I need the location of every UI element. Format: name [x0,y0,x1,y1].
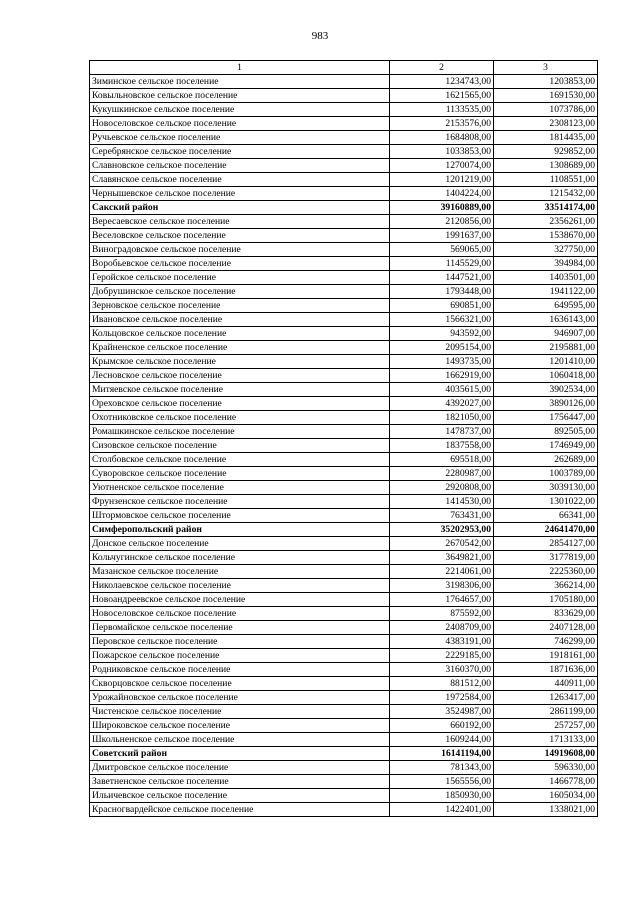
value-column-2-cell: 1837558,00 [390,439,494,453]
table-row [90,117,598,131]
value-column-2-cell: 2120856,00 [390,215,494,229]
table-row [90,453,598,467]
settlement-name-cell: Ореховское сельское поселение [90,397,390,411]
value-column-2-cell: 2095154,00 [390,341,494,355]
settlement-name-cell: Штормовское сельское поселение [90,509,390,523]
settlement-name-cell: Столбовское сельское поселение [90,453,390,467]
settlement-name-cell: Серебрянское сельское поселение [90,145,390,159]
value-column-3-cell: 1746949,00 [494,439,598,453]
value-column-2-cell: 1447521,00 [390,271,494,285]
settlement-name-cell: Ручьевское сельское поселение [90,131,390,145]
settlement-name-cell: Новоселовское сельское поселение [90,607,390,621]
value-column-3-cell: 833629,00 [494,607,598,621]
value-column-2-cell: 1201219,00 [390,173,494,187]
value-column-3-cell: 1705180,00 [494,593,598,607]
value-column-3-cell: 66341,00 [494,509,598,523]
column-header-2: 2 [390,61,494,75]
value-column-3-cell: 2308123,00 [494,117,598,131]
table-row [90,313,598,327]
value-column-2-cell: 2920808,00 [390,481,494,495]
value-column-3-cell: 1713133,00 [494,733,598,747]
table-row [90,383,598,397]
settlement-name-cell: Воробьевское сельское поселение [90,257,390,271]
value-column-3-cell: 14919608,00 [494,747,598,761]
table-row [90,173,598,187]
settlement-name-cell: Ильичевское сельское поселение [90,789,390,803]
settlement-name-cell: Кольцовское сельское поселение [90,327,390,341]
settlement-name-cell: Родниковское сельское поселение [90,663,390,677]
value-column-2-cell: 1972584,00 [390,691,494,705]
table-row [90,159,598,173]
value-column-2-cell: 1565556,00 [390,775,494,789]
settlement-name-cell: Крайненское сельское поселение [90,341,390,355]
district-total-row [90,747,598,761]
table-row [90,733,598,747]
district-total-row [90,523,598,537]
value-column-3-cell: 1538670,00 [494,229,598,243]
table-row [90,635,598,649]
value-column-2-cell: 2670542,00 [390,537,494,551]
value-column-3-cell: 1108551,00 [494,173,598,187]
table-row [90,327,598,341]
settlement-name-cell: Славновское сельское поселение [90,159,390,173]
budget-table [89,60,598,817]
settlement-name-cell: Суворовское сельское поселение [90,467,390,481]
settlement-name-cell: Кукушкинское сельское поселение [90,103,390,117]
settlement-name-cell: Зиминское сельское поселение [90,75,390,89]
settlement-name-cell: Геройское сельское поселение [90,271,390,285]
value-column-3-cell: 929852,00 [494,145,598,159]
settlement-name-cell: Чистенское сельское поселение [90,705,390,719]
value-column-3-cell: 946907,00 [494,327,598,341]
settlement-name-cell: Мазанское сельское поселение [90,565,390,579]
value-column-3-cell: 2195881,00 [494,341,598,355]
value-column-3-cell: 1003789,00 [494,467,598,481]
table-row [90,803,598,817]
table-row [90,775,598,789]
value-column-3-cell: 3902534,00 [494,383,598,397]
table-row [90,509,598,523]
value-column-3-cell: 1918161,00 [494,649,598,663]
value-column-2-cell: 1414530,00 [390,495,494,509]
table-row [90,369,598,383]
value-column-3-cell: 1301022,00 [494,495,598,509]
value-column-3-cell: 2225360,00 [494,565,598,579]
value-column-3-cell: 1466778,00 [494,775,598,789]
value-column-3-cell: 1871636,00 [494,663,598,677]
value-column-3-cell: 1338021,00 [494,803,598,817]
table-row [90,761,598,775]
value-column-3-cell: 1308689,00 [494,159,598,173]
value-column-2-cell: 3649821,00 [390,551,494,565]
value-column-2-cell: 1850930,00 [390,789,494,803]
value-column-2-cell: 1133535,00 [390,103,494,117]
settlement-name-cell: Вересаевское сельское поселение [90,215,390,229]
value-column-2-cell: 1234743,00 [390,75,494,89]
table-row [90,187,598,201]
table-row [90,341,598,355]
value-column-3-cell: 2861199,00 [494,705,598,719]
settlement-name-cell: Охотниковское сельское поселение [90,411,390,425]
value-column-3-cell: 394984,00 [494,257,598,271]
value-column-3-cell: 1636143,00 [494,313,598,327]
value-column-3-cell: 1605034,00 [494,789,598,803]
table-row [90,257,598,271]
value-column-2-cell: 4383191,00 [390,635,494,649]
table-row [90,691,598,705]
value-column-2-cell: 875592,00 [390,607,494,621]
table-row [90,593,598,607]
value-column-3-cell: 1215432,00 [494,187,598,201]
value-column-2-cell: 2408709,00 [390,621,494,635]
table-row [90,215,598,229]
settlement-name-cell: Виноградовское сельское поселение [90,243,390,257]
value-column-2-cell: 2153576,00 [390,117,494,131]
table-row [90,75,598,89]
table-row [90,677,598,691]
table-row [90,411,598,425]
table-row [90,271,598,285]
value-column-2-cell: 1478737,00 [390,425,494,439]
table-row [90,355,598,369]
table-row [90,299,598,313]
value-column-2-cell: 695518,00 [390,453,494,467]
value-column-2-cell: 881512,00 [390,677,494,691]
settlement-name-cell: Зерновское сельское поселение [90,299,390,313]
table-row [90,579,598,593]
value-column-2-cell: 1493735,00 [390,355,494,369]
settlement-name-cell: Пожарское сельское поселение [90,649,390,663]
value-column-2-cell: 1821050,00 [390,411,494,425]
table-row [90,425,598,439]
table-row [90,565,598,579]
table-row [90,229,598,243]
value-column-2-cell: 39160889,00 [390,201,494,215]
value-column-3-cell: 1060418,00 [494,369,598,383]
value-column-2-cell: 4035615,00 [390,383,494,397]
value-column-3-cell: 257257,00 [494,719,598,733]
value-column-2-cell: 1684808,00 [390,131,494,145]
settlement-name-cell: Урожайновское сельское поселение [90,691,390,705]
table-row [90,285,598,299]
column-header-1: 1 [90,61,390,75]
value-column-3-cell: 1403501,00 [494,271,598,285]
table-row [90,663,598,677]
value-column-2-cell: 1764657,00 [390,593,494,607]
settlement-name-cell: Добрушинское сельское поселение [90,285,390,299]
value-column-3-cell: 3039130,00 [494,481,598,495]
settlement-name-cell: Николаевское сельское поселение [90,579,390,593]
value-column-2-cell: 1033853,00 [390,145,494,159]
settlement-name-cell: Новоандреевское сельское поселение [90,593,390,607]
value-column-3-cell: 649595,00 [494,299,598,313]
value-column-3-cell: 1203853,00 [494,75,598,89]
value-column-2-cell: 690851,00 [390,299,494,313]
table-row [90,621,598,635]
table-row [90,103,598,117]
table-row [90,551,598,565]
settlement-name-cell: Скворцовское сельское поселение [90,677,390,691]
settlement-name-cell: Красногвардейское сельское поселение [90,803,390,817]
value-column-3-cell: 327750,00 [494,243,598,257]
settlement-name-cell: Советский район [90,747,390,761]
settlement-name-cell: Фрунзенское сельское поселение [90,495,390,509]
settlement-name-cell: Чернышевское сельское поселение [90,187,390,201]
value-column-2-cell: 1145529,00 [390,257,494,271]
settlement-name-cell: Ромашкинское сельское поселение [90,425,390,439]
value-column-2-cell: 569065,00 [390,243,494,257]
value-column-3-cell: 2356261,00 [494,215,598,229]
settlement-name-cell: Веселовское сельское поселение [90,229,390,243]
settlement-name-cell: Новоселовское сельское поселение [90,117,390,131]
value-column-2-cell: 1793448,00 [390,285,494,299]
table-row [90,789,598,803]
value-column-2-cell: 1422401,00 [390,803,494,817]
table-row [90,89,598,103]
value-column-3-cell: 746299,00 [494,635,598,649]
value-column-2-cell: 1609244,00 [390,733,494,747]
value-column-3-cell: 2407128,00 [494,621,598,635]
table-header [90,61,598,75]
value-column-3-cell: 892505,00 [494,425,598,439]
value-column-2-cell: 781343,00 [390,761,494,775]
settlement-name-cell: Ивановское сельское поселение [90,313,390,327]
settlement-name-cell: Сакский район [90,201,390,215]
settlement-name-cell: Широковское сельское поселение [90,719,390,733]
settlement-name-cell: Уютненское сельское поселение [90,481,390,495]
value-column-3-cell: 3177819,00 [494,551,598,565]
table-row [90,705,598,719]
settlement-name-cell: Славянское сельское поселение [90,173,390,187]
table-row [90,439,598,453]
value-column-2-cell: 2280987,00 [390,467,494,481]
value-column-3-cell: 1263417,00 [494,691,598,705]
value-column-2-cell: 4392027,00 [390,397,494,411]
value-column-3-cell: 1073786,00 [494,103,598,117]
value-column-3-cell: 33514174,00 [494,201,598,215]
value-column-2-cell: 3524987,00 [390,705,494,719]
table-row [90,131,598,145]
district-total-row [90,201,598,215]
value-column-2-cell: 16141194,00 [390,747,494,761]
settlement-name-cell: Крымское сельское поселение [90,355,390,369]
settlement-name-cell: Донское сельское поселение [90,537,390,551]
settlement-name-cell: Школьненское сельское поселение [90,733,390,747]
value-column-2-cell: 1270074,00 [390,159,494,173]
value-column-2-cell: 1404224,00 [390,187,494,201]
value-column-3-cell: 1941122,00 [494,285,598,299]
table-row [90,495,598,509]
value-column-3-cell: 1814435,00 [494,131,598,145]
settlement-name-cell: Ковыльновское сельское поселение [90,89,390,103]
value-column-2-cell: 3198306,00 [390,579,494,593]
settlement-name-cell: Сизовское сельское поселение [90,439,390,453]
table-row [90,243,598,257]
value-column-3-cell: 1691530,00 [494,89,598,103]
settlement-name-cell: Заветненское сельское поселение [90,775,390,789]
settlement-name-cell: Дмитровское сельское поселение [90,761,390,775]
settlement-name-cell: Митяевское сельское поселение [90,383,390,397]
table-row [90,467,598,481]
table-row [90,481,598,495]
table-row [90,719,598,733]
table-row [90,649,598,663]
value-column-2-cell: 1566321,00 [390,313,494,327]
header-row [90,61,598,75]
column-header-3: 3 [494,61,598,75]
value-column-3-cell: 3890126,00 [494,397,598,411]
value-column-2-cell: 1991637,00 [390,229,494,243]
value-column-2-cell: 1621565,00 [390,89,494,103]
value-column-2-cell: 3160370,00 [390,663,494,677]
page-number: 983 [311,30,329,42]
value-column-2-cell: 660192,00 [390,719,494,733]
settlement-name-cell: Кольчугинское сельское поселение [90,551,390,565]
value-column-3-cell: 24641470,00 [494,523,598,537]
value-column-2-cell: 2214061,00 [390,565,494,579]
value-column-3-cell: 262689,00 [494,453,598,467]
value-column-2-cell: 943592,00 [390,327,494,341]
table-row [90,145,598,159]
table-row [90,537,598,551]
table-row [90,397,598,411]
value-column-3-cell: 596330,00 [494,761,598,775]
value-column-2-cell: 2229185,00 [390,649,494,663]
value-column-2-cell: 763431,00 [390,509,494,523]
value-column-3-cell: 1756447,00 [494,411,598,425]
value-column-3-cell: 1201410,00 [494,355,598,369]
settlement-name-cell: Первомайское сельское поселение [90,621,390,635]
settlement-name-cell: Симферопольский район [90,523,390,537]
value-column-3-cell: 366214,00 [494,579,598,593]
table-body [90,75,598,817]
value-column-3-cell: 440911,00 [494,677,598,691]
value-column-2-cell: 1662919,00 [390,369,494,383]
settlement-name-cell: Лесновское сельское поселение [90,369,390,383]
value-column-2-cell: 35202953,00 [390,523,494,537]
value-column-3-cell: 2854127,00 [494,537,598,551]
table-row [90,607,598,621]
settlement-name-cell: Перовское сельское поселение [90,635,390,649]
